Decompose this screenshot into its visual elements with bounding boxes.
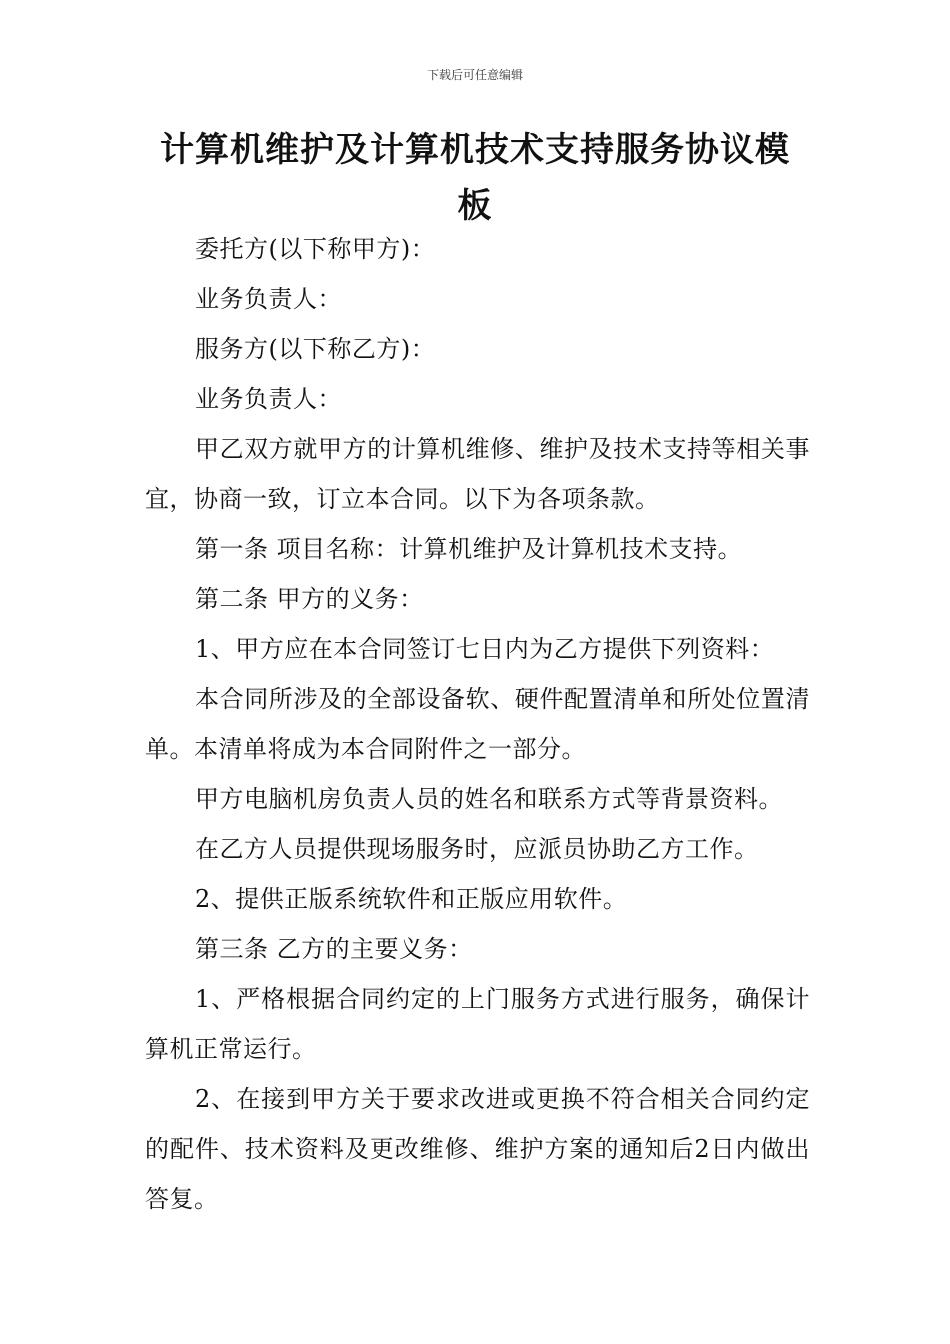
paragraph-onsite-assist: 在乙方人员提供现场服务时，应派员协助乙方工作。 [195, 835, 759, 863]
paragraph-article-1: 第一条 项目名称：计算机维护及计算机技术支持。 [195, 535, 743, 563]
document-body [145, 224, 810, 1224]
paragraph-equipment-list: 本合同所涉及的全部设备软、硬件配置清单和所处位置清单。本清单将成为本合同附件之一部分。 [145, 685, 810, 763]
paragraph-preamble: 甲乙双方就甲方的计算机维修、维护及技术支持等相关事宜，协商一致，订立本合同。以下为各项条款。 [145, 435, 810, 513]
paragraph-article-3: 第三条 乙方的主要义务： [195, 935, 473, 963]
paragraph-article-3-item-1: 1、严格根据合同约定的上门服务方式进行服务，确保计算机正常运行。 [145, 985, 810, 1063]
paragraph-contact-info: 甲方电脑机房负责人员的姓名和联系方式等背景资料。 [195, 785, 783, 813]
document-title: 计算机维护及计算机技术支持服务协议模板 [160, 130, 790, 226]
paragraph-provider: 服务方(以下称乙方)： [195, 335, 436, 363]
paragraph-article-2-item-2: 2、提供正版系统软件和正版应用软件。 [195, 885, 628, 913]
header-note: 下载后可任意编辑 [426, 68, 523, 82]
paragraph-provider-manager: 业务负责人： [195, 385, 342, 413]
paragraph-article-3-item-2: 2、在接到甲方关于要求改进或更换不符合相关合同约定的配件、技术资料及更改维修、维护方案的通知后2日内做出答复。 [145, 1085, 810, 1213]
paragraph-article-2: 第二条 甲方的义务： [195, 585, 424, 613]
paragraph-client: 委托方(以下称甲方)： [195, 235, 436, 263]
paragraph-client-manager: 业务负责人： [195, 285, 342, 313]
paragraph-article-2-item-1: 1、甲方应在本合同签订七日内为乙方提供下列资料： [195, 635, 775, 663]
